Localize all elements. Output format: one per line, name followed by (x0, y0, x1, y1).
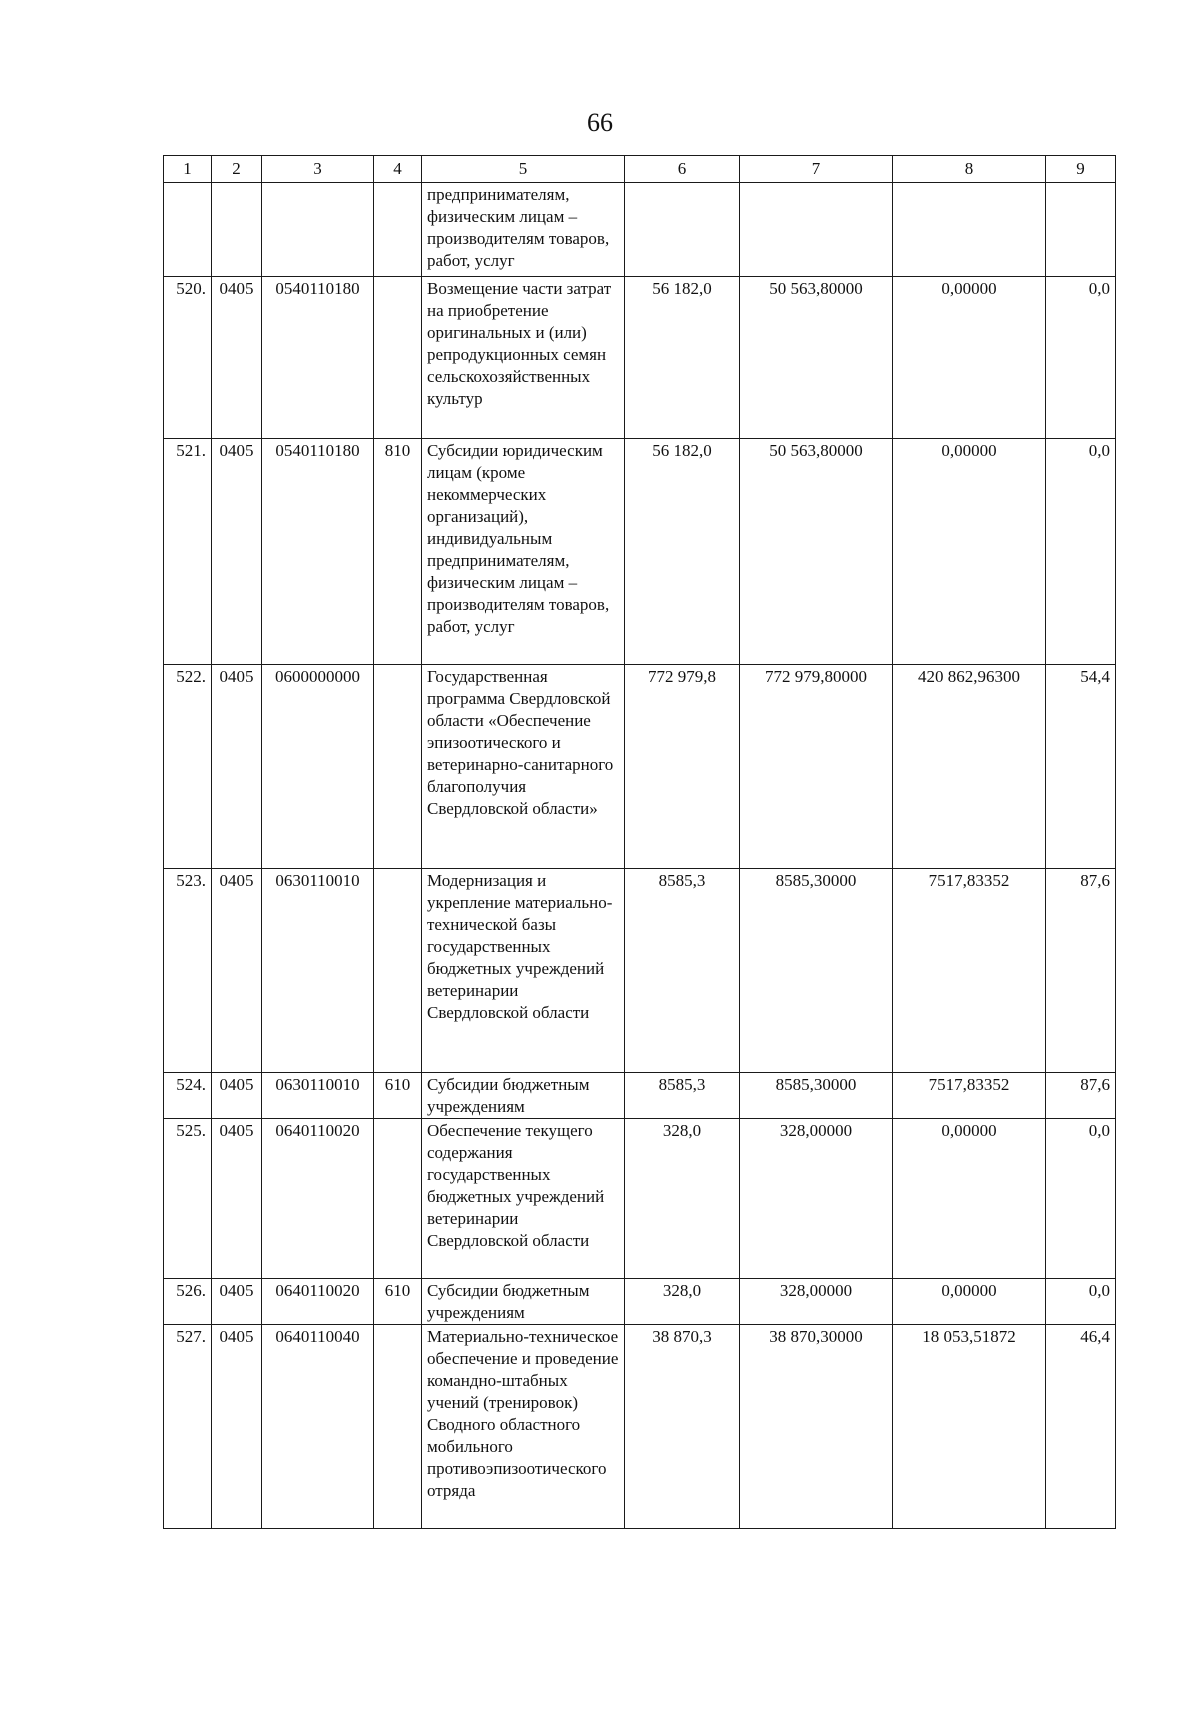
expense-type-code: 810 (374, 439, 422, 665)
column-header: 5 (422, 156, 625, 183)
value-col8: 0,00000 (893, 439, 1046, 665)
value-col9: 0,0 (1046, 1119, 1116, 1279)
value-col6: 8585,3 (625, 869, 740, 1073)
row-number: 525. (164, 1119, 212, 1279)
value-col7: 38 870,30000 (740, 1325, 893, 1529)
value-col9: 46,4 (1046, 1325, 1116, 1529)
value-col8 (893, 183, 1046, 277)
expense-type-code: 610 (374, 1279, 422, 1325)
value-col8: 7517,83352 (893, 869, 1046, 1073)
row-number: 520. (164, 277, 212, 439)
target-article-code: 0600000000 (262, 665, 374, 869)
row-number: 523. (164, 869, 212, 1073)
value-col7: 50 563,80000 (740, 439, 893, 665)
page-number: 66 (587, 108, 613, 137)
value-col7: 8585,30000 (740, 1073, 893, 1119)
column-header: 9 (1046, 156, 1116, 183)
expense-type-code (374, 277, 422, 439)
value-col9: 0,0 (1046, 1279, 1116, 1325)
value-col7: 50 563,80000 (740, 277, 893, 439)
column-header: 4 (374, 156, 422, 183)
row-number: 527. (164, 1325, 212, 1529)
value-col6: 38 870,3 (625, 1325, 740, 1529)
item-name: Субсидии бюджетным учреждениям (422, 1073, 625, 1119)
row-number: 521. (164, 439, 212, 665)
item-name: Субсидии бюджетным учреждениям (422, 1279, 625, 1325)
value-col6: 8585,3 (625, 1073, 740, 1119)
table-row (164, 1073, 1116, 1119)
column-header: 2 (212, 156, 262, 183)
section-code: 0405 (212, 1279, 262, 1325)
section-code: 0405 (212, 1325, 262, 1529)
table-row (164, 1119, 1116, 1279)
section-code: 0405 (212, 277, 262, 439)
value-col7: 328,00000 (740, 1119, 893, 1279)
column-header: 7 (740, 156, 893, 183)
item-name: Государственная программа Свердловской области «Обеспечение эпизоотического и ветеринарно-санитарного благополучия Свердловской области» (422, 665, 625, 869)
column-header: 8 (893, 156, 1046, 183)
table-row (164, 1325, 1116, 1529)
value-col8: 0,00000 (893, 1279, 1046, 1325)
target-article-code: 0540110180 (262, 277, 374, 439)
table-row (164, 665, 1116, 869)
value-col7: 328,00000 (740, 1279, 893, 1325)
expense-type-code: 610 (374, 1073, 422, 1119)
section-code (212, 183, 262, 277)
column-header: 1 (164, 156, 212, 183)
table-row (164, 183, 1116, 277)
expense-type-code (374, 869, 422, 1073)
value-col8: 0,00000 (893, 1119, 1046, 1279)
value-col8: 420 862,96300 (893, 665, 1046, 869)
value-col9: 0,0 (1046, 277, 1116, 439)
target-article-code: 0640110020 (262, 1119, 374, 1279)
expense-type-code (374, 183, 422, 277)
row-number: 522. (164, 665, 212, 869)
table-row (164, 277, 1116, 439)
item-name: Возмещение части затрат на приобретение оригинальных и (или) репродукционных семян сельскохозяйственных культур (422, 277, 625, 439)
table-row (164, 869, 1116, 1073)
value-col7 (740, 183, 893, 277)
target-article-code: 0640110020 (262, 1279, 374, 1325)
value-col6: 328,0 (625, 1119, 740, 1279)
section-code: 0405 (212, 439, 262, 665)
value-col8: 18 053,51872 (893, 1325, 1046, 1529)
value-col8: 7517,83352 (893, 1073, 1046, 1119)
column-header: 6 (625, 156, 740, 183)
section-code: 0405 (212, 1073, 262, 1119)
table-row (164, 1279, 1116, 1325)
item-name: Модернизация и укрепление материально-технической базы государственных бюджетных учреждений ветеринарии Свердловской области (422, 869, 625, 1073)
column-header: 3 (262, 156, 374, 183)
value-col9: 87,6 (1046, 869, 1116, 1073)
table-header-row (164, 156, 1116, 183)
row-number (164, 183, 212, 277)
expense-type-code (374, 1119, 422, 1279)
item-name: Обеспечение текущего содержания государственных бюджетных учреждений ветеринарии Свердловской области (422, 1119, 625, 1279)
section-code: 0405 (212, 665, 262, 869)
value-col7: 8585,30000 (740, 869, 893, 1073)
value-col6: 772 979,8 (625, 665, 740, 869)
expense-type-code (374, 1325, 422, 1529)
value-col9: 87,6 (1046, 1073, 1116, 1119)
target-article-code: 0630110010 (262, 1073, 374, 1119)
row-number: 524. (164, 1073, 212, 1119)
section-code: 0405 (212, 1119, 262, 1279)
item-name: Субсидии юридическим лицам (кроме некоммерческих организаций), индивидуальным предпринимателям, физическим лицам – производителям товаров, работ, услуг (422, 439, 625, 665)
value-col9 (1046, 183, 1116, 277)
value-col6 (625, 183, 740, 277)
budget-table (163, 155, 1116, 1529)
value-col6: 328,0 (625, 1279, 740, 1325)
value-col6: 56 182,0 (625, 277, 740, 439)
target-article-code: 0630110010 (262, 869, 374, 1073)
value-col6: 56 182,0 (625, 439, 740, 665)
expense-type-code (374, 665, 422, 869)
value-col7: 772 979,80000 (740, 665, 893, 869)
target-article-code: 0640110040 (262, 1325, 374, 1529)
item-name: Материально-техническое обеспечение и проведение командно-штабных учений (тренировок) Сводного областного мобильного противоэпизоотического отряда (422, 1325, 625, 1529)
value-col9: 0,0 (1046, 439, 1116, 665)
target-article-code (262, 183, 374, 277)
target-article-code: 0540110180 (262, 439, 374, 665)
section-code: 0405 (212, 869, 262, 1073)
value-col8: 0,00000 (893, 277, 1046, 439)
item-name: предпринимателям, физическим лицам – производителям товаров, работ, услуг (422, 183, 625, 277)
table-row (164, 439, 1116, 665)
value-col9: 54,4 (1046, 665, 1116, 869)
row-number: 526. (164, 1279, 212, 1325)
